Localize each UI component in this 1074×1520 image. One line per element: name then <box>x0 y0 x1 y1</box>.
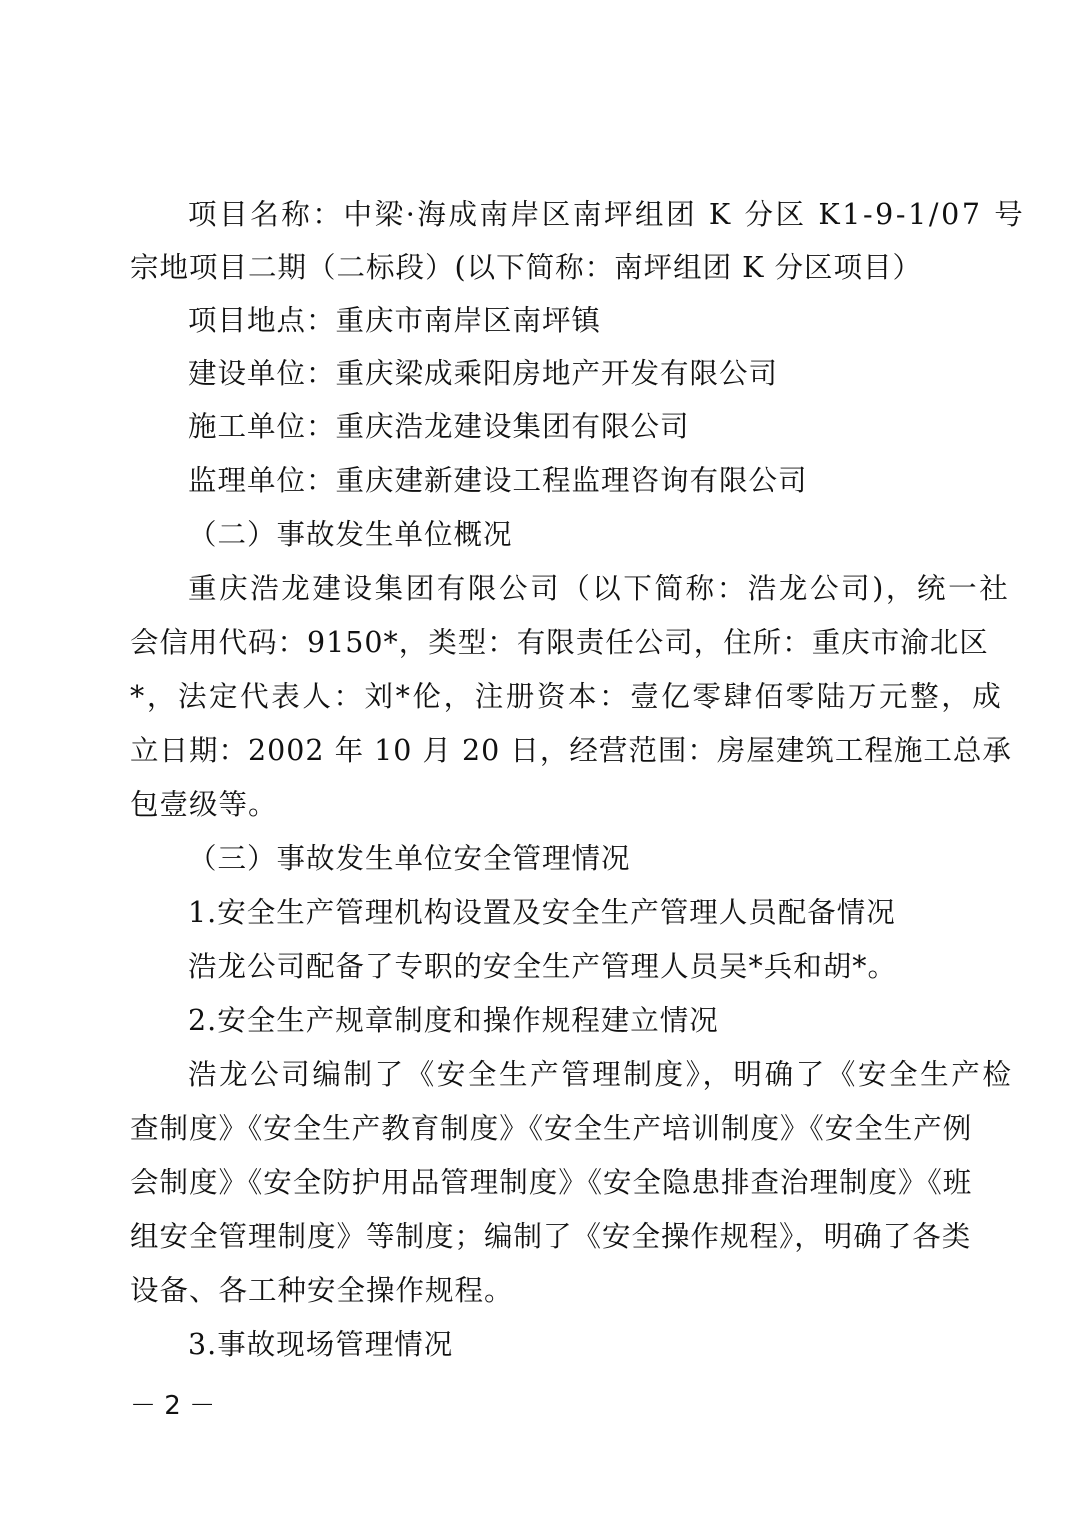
text-line: 建设单位：重庆梁成乘阳房地产开发有限公司 <box>188 357 779 390</box>
text-line: 重庆浩龙建设集团有限公司（以下简称：浩龙公司)，统一社 <box>188 572 1011 605</box>
text-line: 监理单位：重庆建新建设工程监理咨询有限公司 <box>188 464 808 497</box>
text-line: *，法定代表人：刘*伦，注册资本：壹亿零肆佰零陆万元整，成 <box>130 680 1004 713</box>
text-line: 宗地项目二期（二标段）(以下简称：南坪组团 K 分区项目） <box>130 251 923 284</box>
section-heading: （二）事故发生单位概况 <box>188 518 513 551</box>
text-line: 会信用代码：9150*，类型：有限责任公司，住所：重庆市渝北区 <box>130 626 989 659</box>
text-line: 会制度》《安全防护用品管理制度》《安全隐患排查治理制度》《班 <box>130 1166 973 1199</box>
text-line: 浩龙公司编制了《安全生产管理制度》，明确了《安全生产检 <box>188 1058 1014 1091</box>
text-line: 项目名称：中梁·海成南岸区南坪组团 K 分区 K1-9-1/07 号 <box>188 198 1026 231</box>
text-line: 设备、各工种安全操作规程。 <box>130 1274 514 1307</box>
text-line: 组安全管理制度》等制度；编制了《安全操作规程》，明确了各类 <box>130 1220 972 1253</box>
subsection-heading: 2.安全生产规章制度和操作规程建立情况 <box>188 1004 719 1037</box>
text-line: 施工单位：重庆浩龙建设集团有限公司 <box>188 410 690 443</box>
text-line: 查制度》《安全生产教育制度》《安全生产培训制度》《安全生产例 <box>130 1112 973 1145</box>
text-line: 包壹级等。 <box>130 788 278 821</box>
text-line: 浩龙公司配备了专职的安全生产管理人员吴*兵和胡*。 <box>188 950 898 983</box>
page-number: － 2 － <box>130 1391 216 1421</box>
subsection-heading: 1.安全生产管理机构设置及安全生产管理人员配备情况 <box>188 896 896 929</box>
text-line: 项目地点：重庆市南岸区南坪镇 <box>188 304 602 337</box>
section-heading: （三）事故发生单位安全管理情况 <box>188 842 631 875</box>
text-line: 立日期：2002 年 10 月 20 日，经营范围：房屋建筑工程施工总承 <box>130 734 1012 767</box>
subsection-heading: 3.事故现场管理情况 <box>188 1328 454 1361</box>
